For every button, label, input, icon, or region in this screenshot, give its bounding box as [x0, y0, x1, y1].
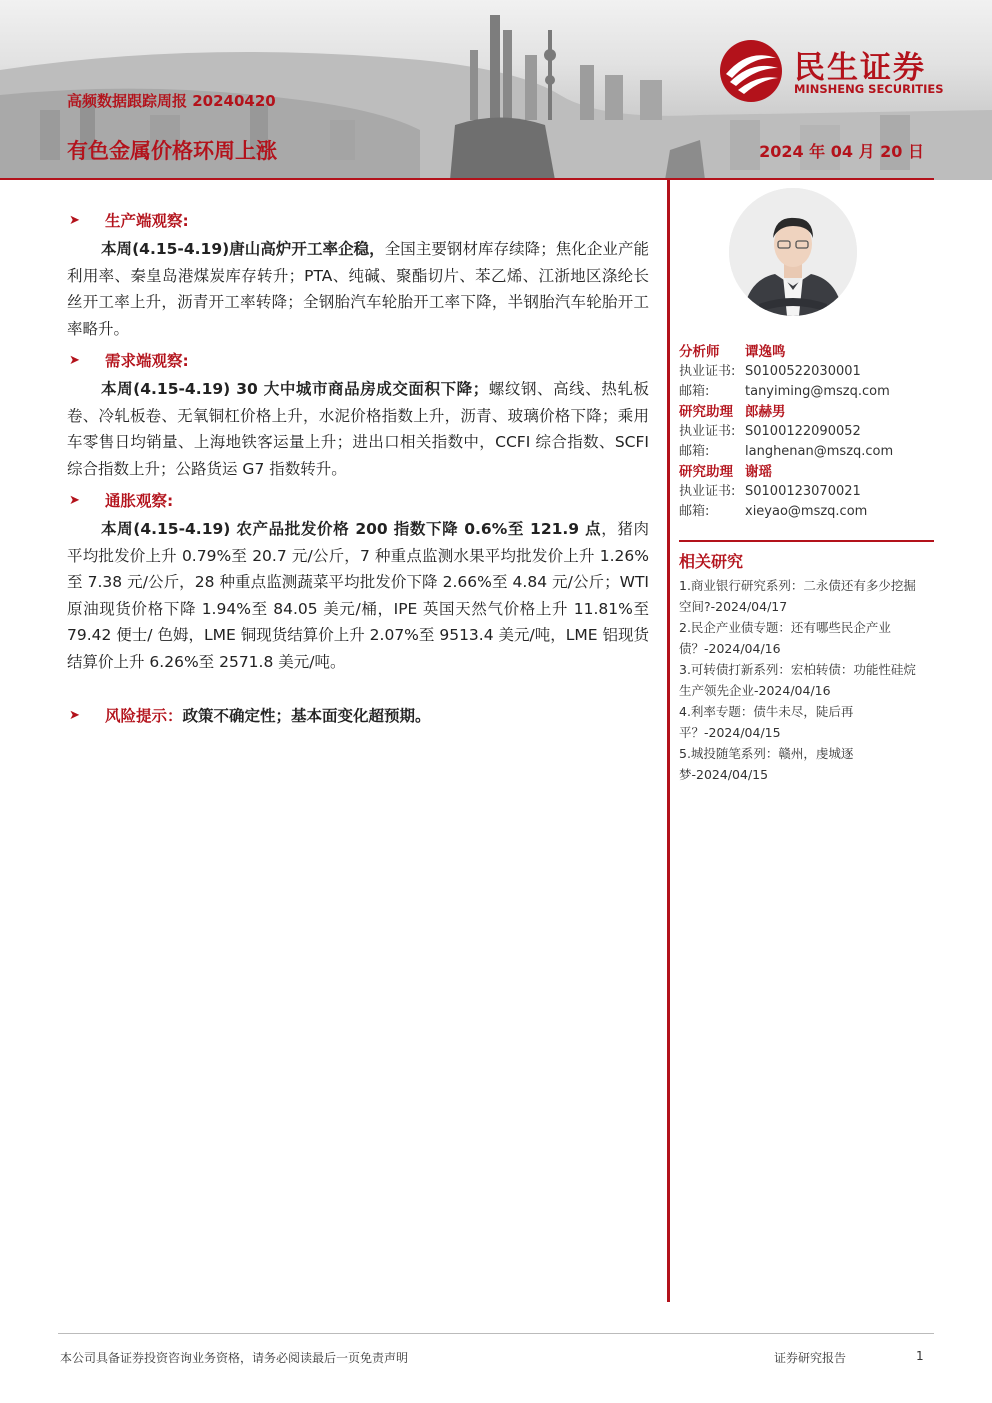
footer-disclaimer: 本公司具备证券投资咨询业务资格，请务必阅读最后一页免责声明 [60, 1351, 409, 1365]
report-date: 2024 年 04 月 20 日 [759, 142, 924, 161]
company-logo [718, 38, 968, 104]
section-title: 生产端观察: [105, 211, 189, 230]
analyst-name: 郎赫男 [745, 404, 786, 420]
section-lead: 本周(4.15-4.19) 农产品批发价格 200 指数下降 0.6%至 121.9 点 [101, 520, 602, 538]
section-lead: 本周(4.15-4.19) 30 大中城市商品房成交面积下降； [101, 380, 489, 398]
report-title: 有色金属价格环周上涨 [67, 139, 277, 163]
page-number: 1 [916, 1349, 924, 1363]
section-text: ，猪肉平均批发价上升 0.79%至 20.7 元/公斤，7 种重点监测水果平均批发价上升 1.26%至 7.38 元/公斤，28 种重点监测蔬菜平均批发价下降 2.66%至 4.84 元/公斤；WTI 原油现货价格下降 1.94%至 84.05 美元/桶，IPE 英国天然气价格上升 11.81%至 79.42 便士/ 色姆，LME 铜现货结算价上升 2.07%至 9513.4 美元/吨，LME 铝现货结算价上升 6.26%至 2571.8 美元/吨。 [67, 520, 649, 671]
risk-text: 政策不确定性；基本面变化超预期。 [182, 706, 431, 725]
minsheng-logo-icon [718, 38, 784, 104]
section-paragraph [67, 236, 649, 342]
section-paragraph [67, 376, 649, 482]
footer-divider [58, 1333, 934, 1334]
email-label: 邮箱: [679, 384, 710, 399]
report-series: 高频数据跟踪周报 20240420 [67, 92, 276, 110]
chevron-right-icon: ➤ [69, 492, 80, 508]
section-lead: 本周(4.15-4.19)唐山高炉开工率企稳， [101, 240, 385, 258]
related-title: 相关研究 [679, 552, 744, 571]
cert-label: 执业证书: [679, 484, 736, 499]
analyst-list [679, 342, 934, 522]
analyst-email[interactable]: langhenan@mszq.com [745, 444, 894, 459]
section-heading [67, 488, 649, 514]
logo-text-en: MINSHENG SECURITIES [794, 82, 944, 96]
analyst-role: 研究助理 [679, 404, 733, 420]
cert-number: S0100122090052 [745, 424, 861, 439]
analyst-name: 谢瑶 [745, 464, 772, 480]
related-item[interactable]: 5.城投随笔系列：赣州，虔城逐梦-2024/04/15 [679, 746, 854, 782]
column-divider [667, 180, 670, 1302]
risk-heading [67, 703, 649, 729]
section-title: 需求端观察: [105, 351, 189, 370]
logo-text-cn: 民生证券 [794, 50, 926, 86]
cert-number: S0100123070021 [745, 484, 861, 499]
section-text: 全国主要钢材库存续降；焦化企业产能利用率、秦皇岛港煤炭库存转升；PTA、纯碱、聚酯切片、苯乙烯、江浙地区涤纶长丝开工率上升，沥青开工率转降；全钢胎汽车轮胎开工率下降，半钢胎汽车轮胎开工率略升。 [67, 240, 649, 338]
chevron-right-icon: ➤ [69, 352, 80, 368]
main-content [67, 208, 649, 729]
section-heading [67, 348, 649, 374]
footer-report-type: 证券研究报告 [774, 1351, 847, 1365]
related-list [679, 575, 927, 785]
risk-title: 风险提示： [105, 706, 183, 725]
analyst-name: 谭逸鸣 [745, 344, 786, 360]
email-label: 邮箱: [679, 444, 710, 459]
section-text: 螺纹钢、高线、热轧板卷、冷轧板卷、无氧铜杠价格上升，水泥价格指数上升，沥青、玻璃价格下降；乘用车零售日均销量、上海地铁客运量上升；进出口相关指数中，CCFI 综合指数、SCFI 综合指数上升；公路货运 G7 指数转升。 [67, 380, 649, 478]
section-title: 通胀观察: [105, 491, 174, 510]
related-item[interactable]: 3.可转债打新系列：宏柏转债：功能性硅烷生产领先企业-2024/04/16 [679, 662, 916, 698]
related-item[interactable]: 1.商业银行研究系列：二永债还有多少挖掘空间?-2024/04/17 [679, 578, 916, 614]
analyst-role: 分析师 [679, 344, 720, 360]
chevron-right-icon: ➤ [69, 707, 80, 723]
header-banner [0, 0, 992, 180]
cert-label: 执业证书: [679, 424, 736, 439]
cert-number: S0100522030001 [745, 364, 861, 379]
header-divider [0, 178, 934, 180]
related-divider [679, 540, 934, 542]
analyst-photo [729, 188, 857, 316]
section-paragraph [67, 516, 649, 675]
related-item[interactable]: 4.利率专题：债牛未尽，陡后再平？-2024/04/15 [679, 704, 854, 740]
analyst-card [679, 402, 934, 462]
analyst-email[interactable]: tanyiming@mszq.com [745, 384, 890, 399]
analyst-card [679, 462, 934, 522]
email-label: 邮箱: [679, 504, 710, 519]
related-item[interactable]: 2.民企产业债专题：还有哪些民企产业债？-2024/04/16 [679, 620, 891, 656]
chevron-right-icon: ➤ [69, 212, 80, 228]
analyst-role: 研究助理 [679, 464, 733, 480]
analyst-card [679, 342, 934, 402]
analyst-email[interactable]: xieyao@mszq.com [745, 504, 868, 519]
cert-label: 执业证书: [679, 364, 736, 379]
section-heading [67, 208, 649, 234]
